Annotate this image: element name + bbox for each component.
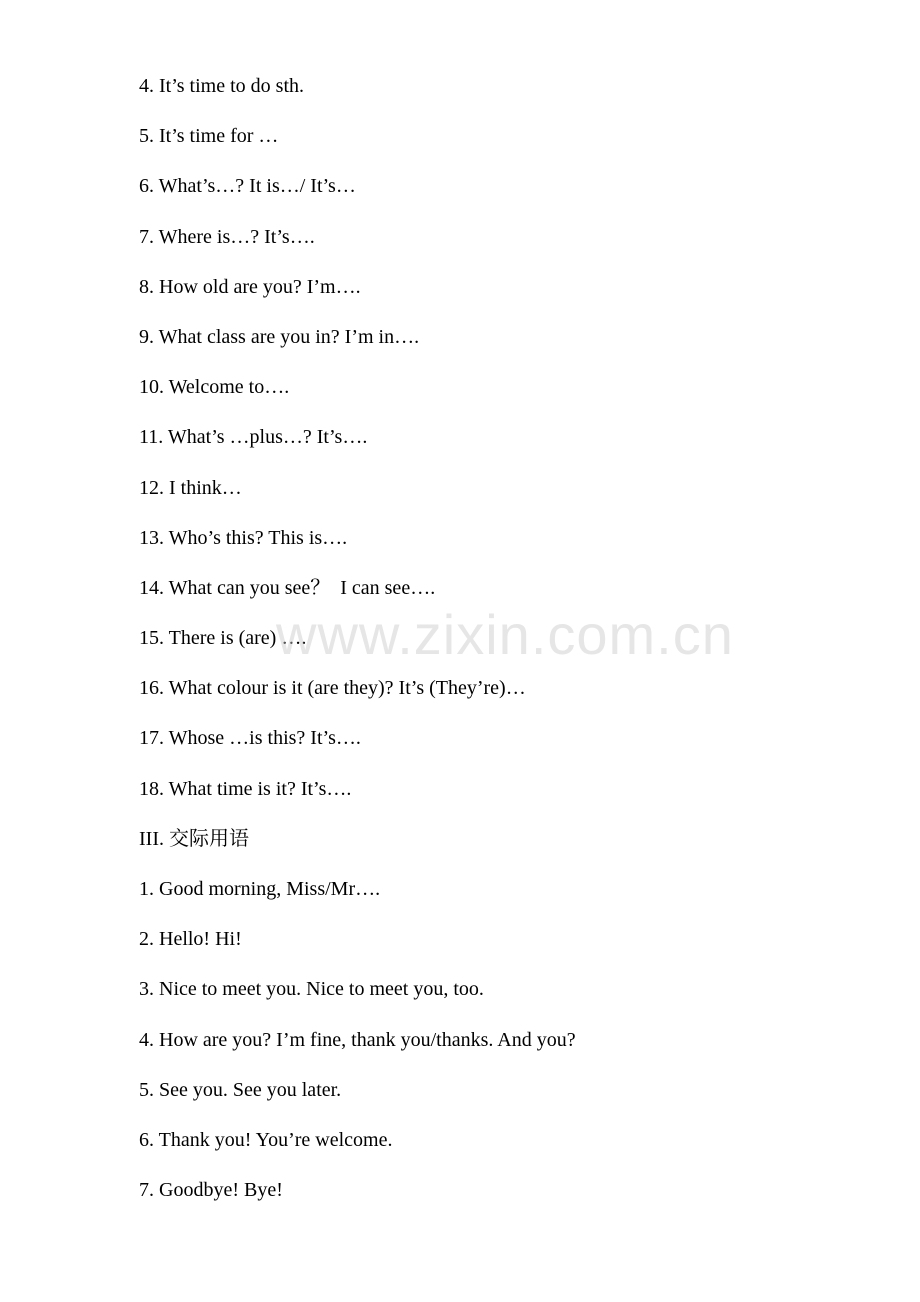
phrase-line: 1. Good morning, Miss/Mr…. (139, 878, 381, 900)
phrase-line: 13. Who’s this? This is…. (139, 526, 348, 549)
phrase-line: 5. See you. See you later. (139, 1078, 342, 1101)
phrase-line: 18. What time is it? It’s…. (139, 777, 352, 800)
phrase-line: 2. Hello! Hi! (139, 928, 242, 951)
phrase-line: 7. Where is…? It’s…. (139, 225, 315, 248)
phrase-line: 8. How old are you? I’m…. (139, 275, 361, 298)
phrase-line: 12. I think… (139, 476, 242, 499)
phrase-line: 3. Nice to meet you. Nice to meet you, too. (139, 978, 484, 1001)
phrase-line: 15. There is (are) …. (139, 627, 307, 650)
phrase-line: 5. It’s time for … (139, 125, 279, 148)
phrase-line: 4. It’s time to do sth. (139, 75, 304, 97)
phrase-line: 7. Goodbye! Bye! (139, 1179, 283, 1202)
phrase-line: 11. What’s …plus…? It’s…. (139, 426, 368, 449)
phrase-line: 9. What class are you in? I’m in…. (139, 325, 420, 348)
phrase-list (139, 73, 576, 1227)
phrase-line: 14. What can you see？ I can see…. (139, 576, 436, 599)
phrase-line: 16. What colour is it (are they)? It’s (They’re)… (139, 677, 526, 700)
watermark-text: www.zixin.com.cn (276, 603, 734, 666)
phrase-line: 4. How are you? I’m fine, thank you/thanks. And you? (139, 1028, 576, 1051)
phrase-line: 6. Thank you! You’re welcome. (139, 1128, 393, 1151)
phrase-line: 10. Welcome to…. (139, 376, 290, 399)
section-heading: III. 交际用语 (139, 827, 249, 850)
phrase-line: 17. Whose …is this? It’s…. (139, 727, 361, 750)
phrase-line: 6. What’s…? It is…/ It’s… (139, 175, 356, 198)
